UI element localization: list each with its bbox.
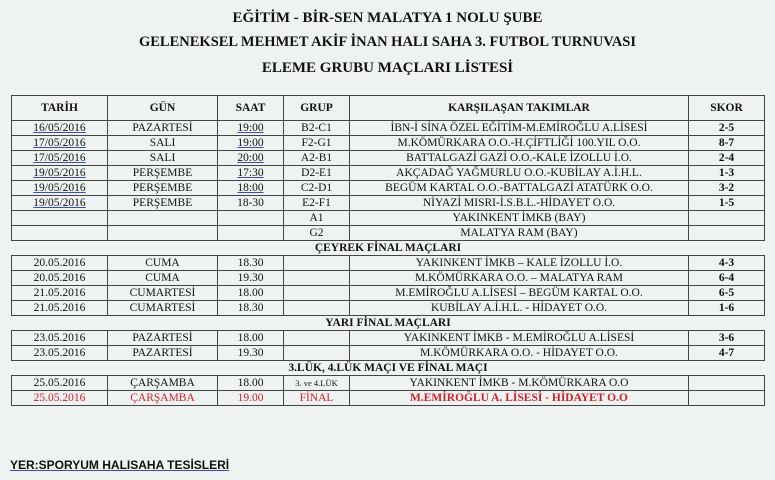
match-teams: BATTALGAZİ GAZİ O.O.-KALE İZOLLU İ.O. xyxy=(350,151,689,166)
table-row xyxy=(12,181,765,196)
match-score: 8-7 xyxy=(689,136,765,151)
match-teams: İBN-İ SİNA ÖZEL EĞİTİM-M.EMİROĞLU A.LİSESİ xyxy=(350,121,689,136)
match-time: 18.30 xyxy=(218,256,284,271)
match-day: ÇARŞAMBA xyxy=(108,391,218,406)
match-score: 1-3 xyxy=(689,166,765,181)
table-row xyxy=(12,226,765,241)
match-time: 19.00 xyxy=(218,391,284,406)
match-group xyxy=(284,286,350,301)
match-day: CUMA xyxy=(108,271,218,286)
match-date: 25.05.2016 xyxy=(12,376,108,391)
match-group xyxy=(284,301,350,316)
match-group xyxy=(284,256,350,271)
table-row xyxy=(12,211,765,226)
match-day: PAZARTESİ xyxy=(108,331,218,346)
match-time xyxy=(218,211,284,226)
match-teams: M.EMİROĞLU A.LİSESİ – BEGÜM KARTAL O.O. xyxy=(350,286,689,301)
table-row xyxy=(12,256,765,271)
match-teams: YAKINKENT İMKB (BAY) xyxy=(350,211,689,226)
table-row xyxy=(12,271,765,286)
match-day: SALI xyxy=(108,151,218,166)
match-date: 16/05/2016 xyxy=(12,121,108,136)
match-time: 18.00 xyxy=(218,331,284,346)
match-date: 21.05.2016 xyxy=(12,301,108,316)
match-date: 21.05.2016 xyxy=(12,286,108,301)
match-score: 2-5 xyxy=(689,121,765,136)
match-time: 18:00 xyxy=(218,181,284,196)
match-group xyxy=(284,346,350,361)
match-score: 3-2 xyxy=(689,181,765,196)
table-row xyxy=(12,286,765,301)
match-date: 19/05/2016 xyxy=(12,166,108,181)
match-time: 18.30 xyxy=(218,301,284,316)
match-score xyxy=(689,376,765,391)
section-semi-final xyxy=(12,316,765,331)
match-day xyxy=(108,226,218,241)
match-group: A2-B1 xyxy=(284,151,350,166)
match-date xyxy=(12,226,108,241)
header-date: TARİH xyxy=(12,96,108,121)
match-group: 3. ve 4.LÜK xyxy=(284,376,350,391)
title-line-2: GELENEKSEL MEHMET AKİF İNAN HALI SAHA 3. FUTBOL TURNUVASI xyxy=(138,34,636,50)
table-row xyxy=(12,301,765,316)
match-date: 20.05.2016 xyxy=(12,256,108,271)
match-day: ÇARŞAMBA xyxy=(108,376,218,391)
venue-footer xyxy=(10,458,229,472)
match-day: PERŞEMBE xyxy=(108,196,218,211)
header-score: SKOR xyxy=(689,96,765,121)
match-table-body xyxy=(12,121,765,406)
match-teams: MALATYA RAM (BAY) xyxy=(350,226,689,241)
match-teams: BEGÜM KARTAL O.O.-BATTALGAZİ ATATÜRK O.O. xyxy=(350,181,689,196)
match-score: 6-4 xyxy=(689,271,765,286)
match-teams: M.KÖMÜRKARA O.O. - HİDAYET O.O. xyxy=(350,346,689,361)
table-row xyxy=(12,331,765,346)
title-line-1: EĞİTİM - BİR-SEN MALATYA 1 NOLU ŞUBE xyxy=(232,10,543,26)
match-teams: YAKINKENT İMKB - M.KÖMÜRKARA O.O xyxy=(350,376,689,391)
match-date: 17/05/2016 xyxy=(12,151,108,166)
venue-name: SPORYUM HALISAHA TESİSLERİ xyxy=(38,458,230,472)
header-day: GÜN xyxy=(108,96,218,121)
match-group: A1 xyxy=(284,211,350,226)
match-time: 17:30 xyxy=(218,166,284,181)
table-row xyxy=(12,136,765,151)
match-time xyxy=(218,226,284,241)
match-score: 4-3 xyxy=(689,256,765,271)
match-teams: M.KÖMÜRKARA O.O.-H.ÇİFTLİĞİ 100.YIL O.O. xyxy=(350,136,689,151)
header-time: SAAT xyxy=(218,96,284,121)
match-teams: M.EMİROĞLU A. LİSESİ - HİDAYET O.O xyxy=(350,391,689,406)
match-date: 19/05/2016 xyxy=(12,196,108,211)
match-group: FİNAL xyxy=(284,391,350,406)
match-score: 1-5 xyxy=(689,196,765,211)
match-time: 19:00 xyxy=(218,136,284,151)
match-time: 19.30 xyxy=(218,271,284,286)
match-score: 4-7 xyxy=(689,346,765,361)
header-group: GRUP xyxy=(284,96,350,121)
match-score xyxy=(689,226,765,241)
table-row xyxy=(12,151,765,166)
section-final-title: 3.LÜK, 4.LÜK MAÇI VE FİNAL MAÇI xyxy=(12,361,765,376)
match-teams: KUBİLAY A.İ.H.L. - HİDAYET O.O. xyxy=(350,301,689,316)
match-score: 3-6 xyxy=(689,331,765,346)
match-group xyxy=(284,271,350,286)
match-date: 23.05.2016 xyxy=(12,346,108,361)
table-row xyxy=(12,391,765,406)
match-group xyxy=(284,331,350,346)
match-time: 19:00 xyxy=(218,121,284,136)
section-quarter-final-title: ÇEYREK FİNAL MAÇLARI xyxy=(12,241,765,256)
title-block xyxy=(0,8,775,79)
match-group: D2-E1 xyxy=(284,166,350,181)
match-score xyxy=(689,391,765,406)
match-day: PAZARTESİ xyxy=(108,121,218,136)
table-row xyxy=(12,376,765,391)
match-table xyxy=(11,95,765,406)
table-row xyxy=(12,346,765,361)
match-time: 18.00 xyxy=(218,286,284,301)
table-row xyxy=(12,166,765,181)
match-score: 2-4 xyxy=(689,151,765,166)
section-quarter-final xyxy=(12,241,765,256)
match-time: 18-30 xyxy=(218,196,284,211)
table-row xyxy=(12,196,765,211)
match-score: 1-6 xyxy=(689,301,765,316)
match-day: PERŞEMBE xyxy=(108,166,218,181)
match-date xyxy=(12,211,108,226)
match-day: CUMARTESİ xyxy=(108,286,218,301)
match-date: 23.05.2016 xyxy=(12,331,108,346)
match-time: 20:00 xyxy=(218,151,284,166)
section-semi-final-title: YARI FİNAL MAÇLARI xyxy=(12,316,765,331)
match-teams: AKÇADAĞ YAĞMURLU O.O.-KUBİLAY A.İ.H.L. xyxy=(350,166,689,181)
match-score xyxy=(689,211,765,226)
match-group: F2-G1 xyxy=(284,136,350,151)
match-date: 19/05/2016 xyxy=(12,181,108,196)
match-day: CUMARTESİ xyxy=(108,301,218,316)
match-date: 20.05.2016 xyxy=(12,271,108,286)
title-line-3: ELEME GRUBU MAÇLARI LİSTESİ xyxy=(261,60,514,76)
section-final xyxy=(12,361,765,376)
header-teams: KARŞILAŞAN TAKIMLAR xyxy=(350,96,689,121)
venue-label: YER: xyxy=(10,458,39,472)
table-row xyxy=(12,121,765,136)
match-score: 6-5 xyxy=(689,286,765,301)
match-time: 18.00 xyxy=(218,376,284,391)
match-teams: YAKINKENT İMKB – KALE İZOLLU İ.O. xyxy=(350,256,689,271)
match-day: SALI xyxy=(108,136,218,151)
table-header-row xyxy=(12,96,765,121)
match-day: PAZARTESİ xyxy=(108,346,218,361)
match-group: G2 xyxy=(284,226,350,241)
match-date: 17/05/2016 xyxy=(12,136,108,151)
match-day xyxy=(108,211,218,226)
match-teams: M.KÖMÜRKARA O.O. – MALATYA RAM xyxy=(350,271,689,286)
match-date: 25.05.2016 xyxy=(12,391,108,406)
match-group: C2-D1 xyxy=(284,181,350,196)
match-group: E2-F1 xyxy=(284,196,350,211)
match-time: 19.30 xyxy=(218,346,284,361)
match-teams: NİYAZİ MISRI-İ.S.B.L.-HİDAYET O.O. xyxy=(350,196,689,211)
match-group: B2-C1 xyxy=(284,121,350,136)
match-day: CUMA xyxy=(108,256,218,271)
match-day: PERŞEMBE xyxy=(108,181,218,196)
match-teams: YAKINKENT İMKB - M.EMİROĞLU A.LİSESİ xyxy=(350,331,689,346)
